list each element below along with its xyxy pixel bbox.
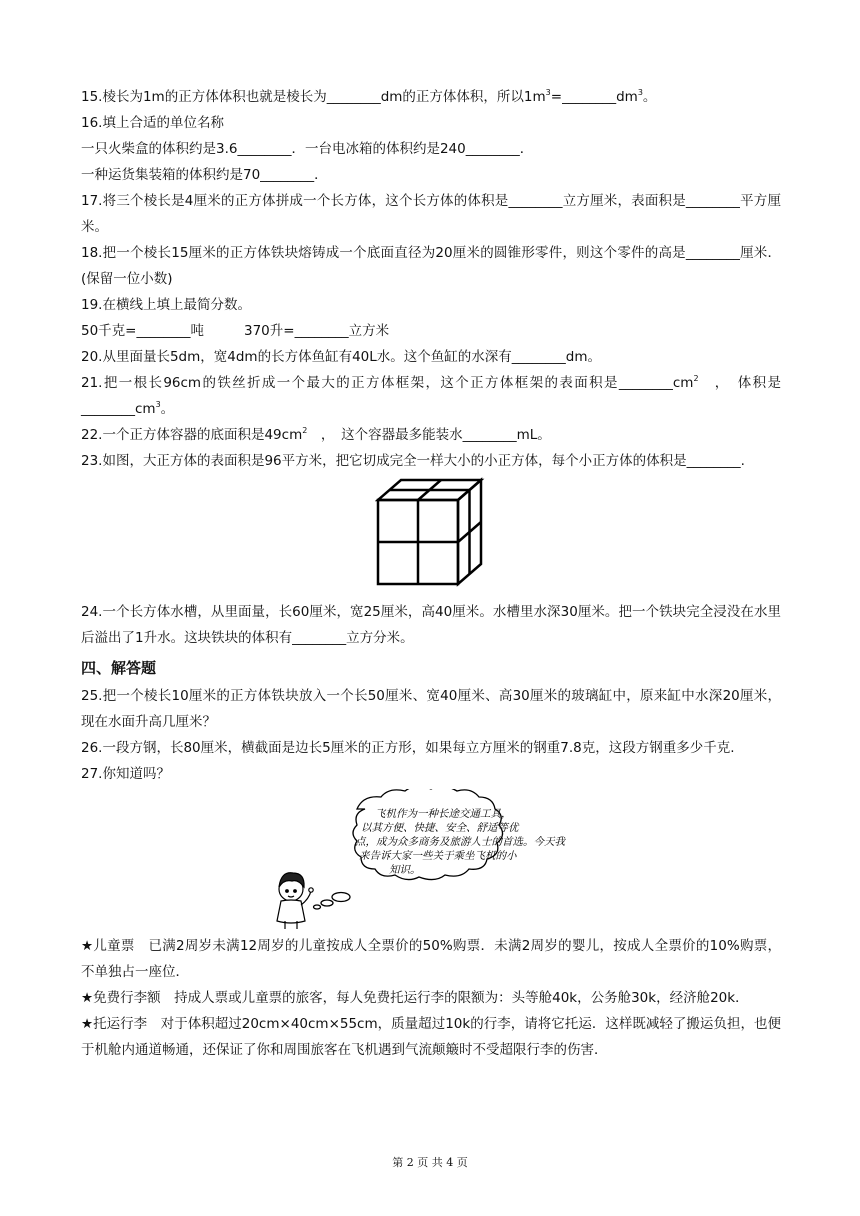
question-16-title: 16.填上合适的单位名称 xyxy=(81,115,224,131)
page-footer: 第 2 页 共 4 页 xyxy=(392,1156,468,1169)
q15-sup2: 3 xyxy=(637,88,643,97)
question-20: 20.从里面量长5dm，宽4dm的长方体鱼缸有40L水。这个鱼缸的水深有________dm。 xyxy=(81,349,602,365)
bubble-line-4: 来告诉大家一些关于乘坐飞机的小 xyxy=(359,850,517,862)
question-16-line2: 一种运货集装箱的体积约是70________． xyxy=(81,167,328,183)
q22-sup1: 2 xyxy=(302,426,308,435)
bubble-line-1: 飞机作为一种长途交通工具， xyxy=(375,808,512,820)
info-free-baggage: ★免费行李额 持成人票或儿童票的旅客，每人免费托运行李的限额为：头等舱40k，公务舱30k，经济舱20k． xyxy=(81,990,749,1006)
q21-sup2: 3 xyxy=(155,400,161,409)
worksheet-content xyxy=(81,84,781,1063)
question-21 xyxy=(81,370,781,422)
q15-end: 。 xyxy=(642,89,657,105)
question-18: 18.把一个棱长15厘米的正方体铁块熔铸成一个底面直径为20厘米的圆锥形零件，则这个零件的高是________厘米．(保留一位小数) xyxy=(81,245,781,287)
cartoon-figure xyxy=(81,789,781,933)
question-16-line1: 一只火柴盒的体积约是3.6________．一台电冰箱的体积约是240________． xyxy=(81,141,534,157)
q15-mid: =________dm xyxy=(550,89,638,105)
question-19-title: 19.在横线上填上最简分数。 xyxy=(81,297,251,313)
question-19-parts xyxy=(81,318,781,344)
info-checked-baggage: ★托运行李 对于体积超过20cm×40cm×55cm，质量超过10k的行李，请将它托运．这样既减轻了搬运负担，也便于机舱内通道畅通，还保证了你和周围旅客在飞机遇到气流颠簸时不受超限行李的伤害． xyxy=(81,1016,781,1058)
question-27-title: 27.你知道吗？ xyxy=(81,766,170,782)
question-26: 26.一段方钢，长80厘米，横截面是边长5厘米的正方形，如果每立方厘米的钢重7.8克，这段方钢重多少千克. xyxy=(81,740,735,756)
question-25: 25.把一个棱长10厘米的正方体铁块放入一个长50厘米、宽40厘米、高30厘米的玻璃缸中，原来缸中水深20厘米，现在水面升高几厘米？ xyxy=(81,688,781,730)
q21-text3: 。 xyxy=(160,401,175,417)
q22-text2: ， 这个容器最多能装水________mL。 xyxy=(307,427,551,443)
q21-text2: ， 体积是________cm xyxy=(81,375,782,417)
question-17: 17.将三个棱长是4厘米的正方体拼成一个长方体，这个长方体的体积是________立方厘米，表面积是________平方厘米。 xyxy=(81,193,781,235)
bubble-line-2: 以其方便、快捷、安全、舒适等优 xyxy=(361,822,519,834)
section-heading-answers: 四、解答题 xyxy=(81,659,157,677)
q15-sup1: 3 xyxy=(545,88,551,97)
q19-part1: 50千克=________吨 xyxy=(81,323,204,339)
girl-illustration xyxy=(277,873,313,929)
info-child-ticket: ★儿童票 已满2周岁未满12周岁的儿童按成人全票价的50%购票．未满2周岁的婴儿，按成人全票价的10%购票，不单独占一座位． xyxy=(81,938,781,980)
girl-with-speech-cloud xyxy=(271,789,591,933)
question-22 xyxy=(81,422,781,448)
question-15 xyxy=(81,84,781,110)
cube-2x2x2-diagram xyxy=(375,477,487,589)
q21-text1: 21.把一根长96cm的铁丝折成一个最大的正方体框架，这个正方体框架的表面积是________cm xyxy=(81,375,694,391)
q19-part2: 370升=________立方米 xyxy=(244,323,390,339)
bubble-line-5: 知识。 xyxy=(389,864,421,876)
cube-figure xyxy=(81,477,781,593)
question-23: 23.如图，大正方体的表面积是96平方米，把它切成完全一样大小的小正方体，每个小正方体的体积是________. xyxy=(81,453,745,469)
bubble-line-3: 点，成为众多商务及旅游人士的首选。今天我 xyxy=(355,836,565,848)
q15-text: 15.棱长为1m的正方体体积也就是棱长为________dm的正方体体积，所以1m xyxy=(81,89,546,105)
question-24: 24.一个长方体水槽，从里面量，长60厘米，宽25厘米，高40厘米。水槽里水深30厘米。把一个铁块完全浸没在水里后溢出了1升水。这块铁块的体积有________立方分米。 xyxy=(81,604,781,646)
q21-sup1: 2 xyxy=(693,374,699,383)
speech-cloud xyxy=(314,789,503,909)
q22-text1: 22.一个正方体容器的底面积是49cm xyxy=(81,427,303,443)
